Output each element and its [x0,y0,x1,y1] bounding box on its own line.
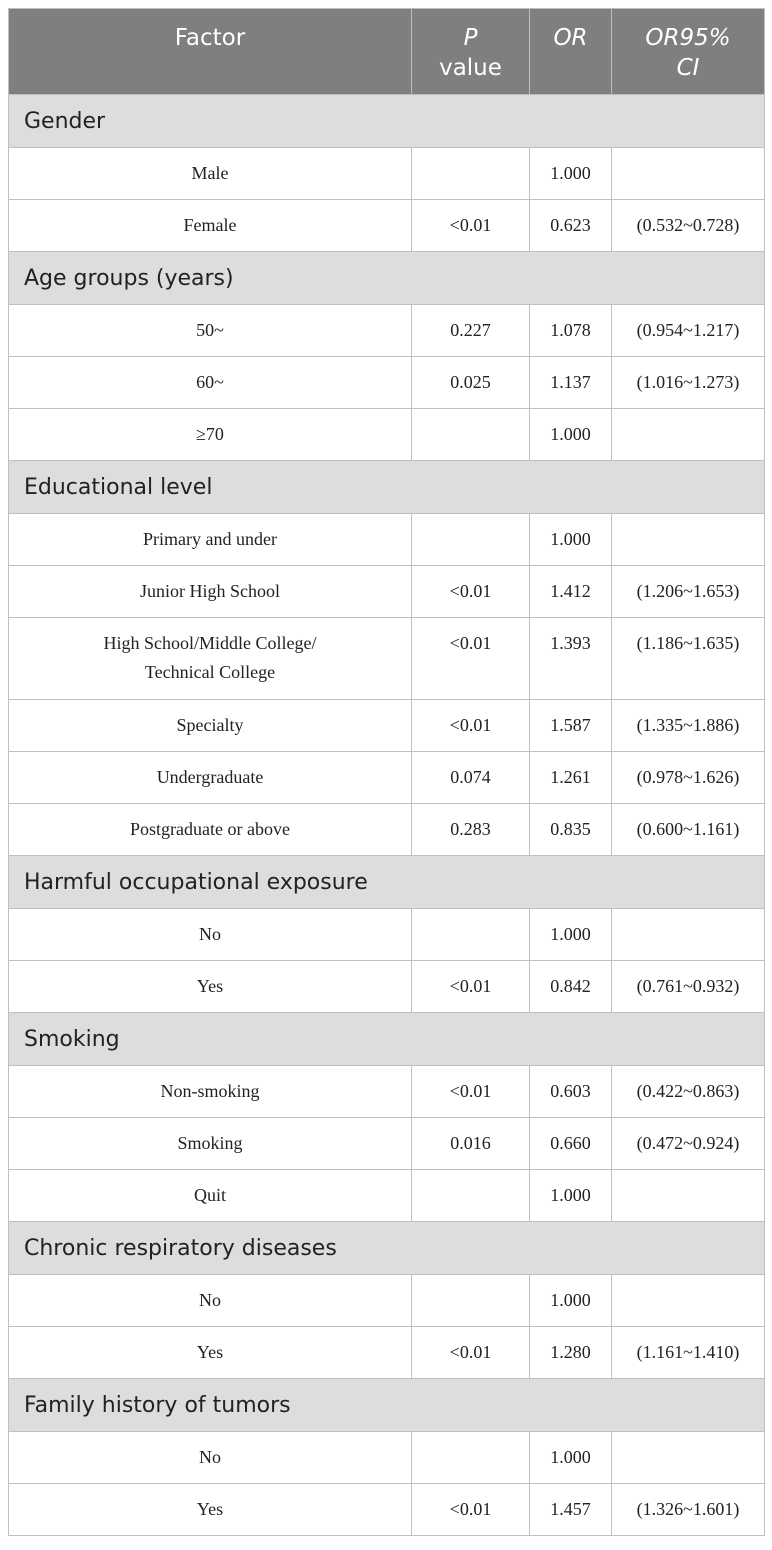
group-title: Family history of tumors [9,1379,765,1432]
header-p-line1: P [463,25,478,51]
group-title: Harmful occupational exposure [9,856,765,909]
factor-label: Junior High School [9,566,412,618]
table-row [9,1327,765,1379]
group-title: Gender [9,95,765,148]
p-value-cell [412,148,530,200]
group-title: Chronic respiratory diseases [9,1222,765,1275]
factor-label: ≥70 [9,409,412,461]
ci-cell: (1.326~1.601) [612,1484,765,1536]
or-cell: 1.587 [530,700,612,752]
ci-cell: (1.206~1.653) [612,566,765,618]
factor-label: No [9,1275,412,1327]
table-row [9,752,765,804]
p-value-cell: 0.074 [412,752,530,804]
factor-label [9,618,412,700]
or-cell: 1.393 [530,618,612,700]
factor-label: 50~ [9,305,412,357]
group-row [9,252,765,305]
ci-cell [612,909,765,961]
header-or: OR [530,9,612,95]
factor-label: Postgraduate or above [9,804,412,856]
ci-cell: (0.532~0.728) [612,200,765,252]
group-row [9,1013,765,1066]
table-row [9,1066,765,1118]
ci-cell [612,1275,765,1327]
header-p-line2: value [439,55,502,81]
ci-cell: (1.016~1.273) [612,357,765,409]
ci-cell [612,514,765,566]
table-row [9,1432,765,1484]
table-row [9,1170,765,1222]
p-value-cell: <0.01 [412,1484,530,1536]
header-row [9,9,765,95]
p-value-cell: 0.016 [412,1118,530,1170]
ci-cell: (0.600~1.161) [612,804,765,856]
ci-cell: (1.186~1.635) [612,618,765,700]
p-value-cell [412,909,530,961]
table-body [9,95,765,1536]
factor-label: Female [9,200,412,252]
or-cell: 0.603 [530,1066,612,1118]
or-cell: 1.137 [530,357,612,409]
or-cell: 0.623 [530,200,612,252]
factor-label: Primary and under [9,514,412,566]
p-value-cell: 0.025 [412,357,530,409]
group-title: Educational level [9,461,765,514]
or-cell: 1.000 [530,409,612,461]
header-ci-line2: CI [676,55,700,81]
or-cell: 0.660 [530,1118,612,1170]
or-cell: 1.000 [530,1170,612,1222]
ci-cell [612,1170,765,1222]
factor-label: Specialty [9,700,412,752]
ci-cell [612,409,765,461]
ci-cell: (0.978~1.626) [612,752,765,804]
ci-cell: (0.422~0.863) [612,1066,765,1118]
table-row [9,305,765,357]
group-row [9,461,765,514]
header-factor: Factor [9,9,412,95]
p-value-cell [412,1170,530,1222]
table-row [9,618,765,700]
or-cell: 1.457 [530,1484,612,1536]
ci-cell: (0.472~0.924) [612,1118,765,1170]
table-row [9,961,765,1013]
group-row [9,1222,765,1275]
group-row [9,1379,765,1432]
table-row [9,1275,765,1327]
or-cell: 1.261 [530,752,612,804]
ci-cell [612,1432,765,1484]
table-row [9,200,765,252]
table-row [9,566,765,618]
p-value-cell: <0.01 [412,200,530,252]
or-cell: 0.842 [530,961,612,1013]
or-cell: 1.000 [530,1432,612,1484]
p-value-cell [412,514,530,566]
ci-cell [612,148,765,200]
or-cell: 1.000 [530,1275,612,1327]
header-ci [612,9,765,95]
header-p-value [412,9,530,95]
p-value-cell: 0.283 [412,804,530,856]
table-row [9,357,765,409]
p-value-cell [412,1432,530,1484]
p-value-cell: <0.01 [412,618,530,700]
group-title: Age groups (years) [9,252,765,305]
factor-label: Yes [9,1484,412,1536]
table-row [9,514,765,566]
table-row [9,1118,765,1170]
table-row [9,700,765,752]
or-cell: 0.835 [530,804,612,856]
factor-label: Yes [9,1327,412,1379]
group-row [9,95,765,148]
ci-cell: (0.761~0.932) [612,961,765,1013]
factor-label: 60~ [9,357,412,409]
factor-label-line: High School/Middle College/ [103,633,317,653]
factor-label: Smoking [9,1118,412,1170]
p-value-cell: <0.01 [412,566,530,618]
factor-table [8,8,765,1536]
or-cell: 1.078 [530,305,612,357]
ci-cell: (1.335~1.886) [612,700,765,752]
table-row [9,804,765,856]
p-value-cell: <0.01 [412,700,530,752]
factor-label: No [9,1432,412,1484]
factor-label-line: Technical College [144,662,276,682]
header-ci-line1: OR95% [645,25,731,51]
ci-cell: (0.954~1.217) [612,305,765,357]
or-cell: 1.000 [530,514,612,566]
p-value-cell [412,409,530,461]
factor-label: Non-smoking [9,1066,412,1118]
table-row [9,1484,765,1536]
factor-label: Male [9,148,412,200]
table-row [9,909,765,961]
or-cell: 1.280 [530,1327,612,1379]
group-row [9,856,765,909]
p-value-cell: <0.01 [412,961,530,1013]
table-row [9,409,765,461]
factor-label: Quit [9,1170,412,1222]
ci-cell: (1.161~1.410) [612,1327,765,1379]
p-value-cell: 0.227 [412,305,530,357]
factor-label: Yes [9,961,412,1013]
or-cell: 1.000 [530,148,612,200]
or-cell: 1.000 [530,909,612,961]
p-value-cell [412,1275,530,1327]
or-cell: 1.412 [530,566,612,618]
p-value-cell: <0.01 [412,1327,530,1379]
table-row [9,148,765,200]
group-title: Smoking [9,1013,765,1066]
factor-label: Undergraduate [9,752,412,804]
factor-label: No [9,909,412,961]
p-value-cell: <0.01 [412,1066,530,1118]
